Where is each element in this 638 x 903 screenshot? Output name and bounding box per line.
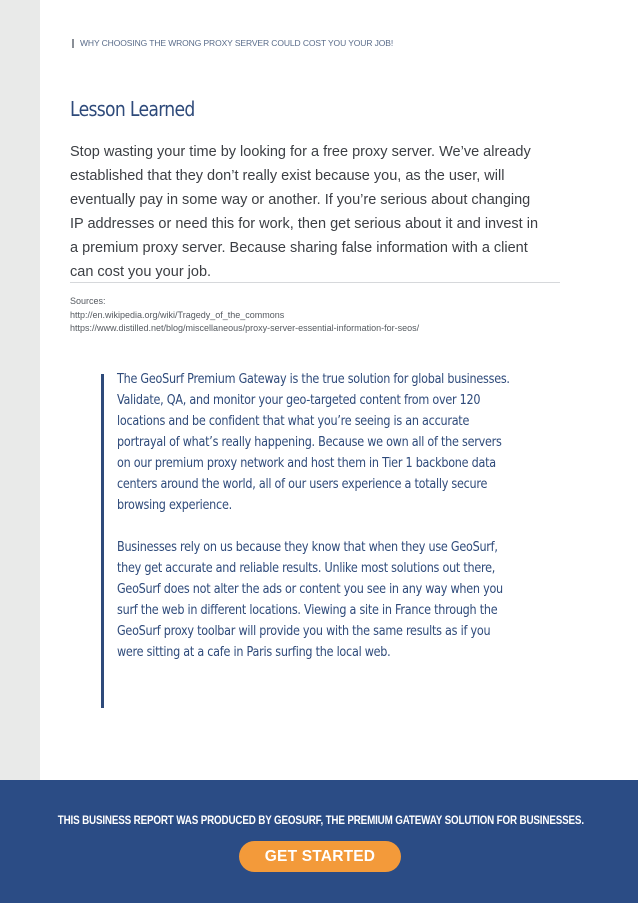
left-margin-strip <box>0 0 40 780</box>
quote-accent-bar <box>101 374 104 708</box>
source-link-1[interactable]: http://en.wikipedia.org/wiki/Tragedy_of_the_commons <box>70 309 285 320</box>
sources-block <box>70 295 590 336</box>
quote-paragraph-1: The GeoSurf Premium Gateway is the true solution for global businesses. Validate, QA, and monitor your geo-targeted content from over 120 locations and be confident that what you’re seeing is an accurate portrayal of what’s really happening. Because we own all of the servers on our premium proxy network and host them in Tier 1 backbone data centers around the world, all of our users experience a totally secure browsing experience. <box>117 371 510 513</box>
section-title: Lesson Learned <box>70 97 195 121</box>
footer-text: THIS BUSINESS REPORT WAS PRODUCED BY GEOSURF, THE PREMIUM GATEWAY SOLUTION FOR BUSINESSES. <box>57 813 584 827</box>
page-header <box>72 38 393 48</box>
divider <box>70 282 560 283</box>
footer-text-row <box>0 813 638 827</box>
source-link-2[interactable]: https://www.distilled.net/blog/miscellaneous/proxy-server-essential-information-for-seos/ <box>70 323 420 333</box>
section-body: Stop wasting your time by looking for a free proxy server. We’ve already established that they don’t really exist because you, as the user, will eventually pay in some way or another. If you’re serious about changing IP addresses or need this for work, then get serious about it and invest in a premium proxy server. Because sharing false information with a client can cost you your job. <box>70 144 539 280</box>
sources-label: Sources: <box>70 296 106 306</box>
callout-quote <box>117 369 537 684</box>
quote-paragraph-2: Businesses rely on us because they know that when they use GeoSurf, they get accurate and reliable results. Unlike most solutions out there, GeoSurf does not alter the ads or content you see in any way when you surf the web in different locations. Viewing a site in France through the GeoSurf proxy toolbar will provide you with the same results as if you were sitting at a cafe in Paris surfing the local web. <box>117 539 503 660</box>
header-title: WHY CHOOSING THE WRONG PROXY SERVER COULD COST YOU YOUR JOB! <box>80 38 394 48</box>
footer-banner <box>0 780 638 903</box>
header-marker <box>72 39 74 48</box>
get-started-button[interactable]: GET STARTED <box>239 841 401 872</box>
